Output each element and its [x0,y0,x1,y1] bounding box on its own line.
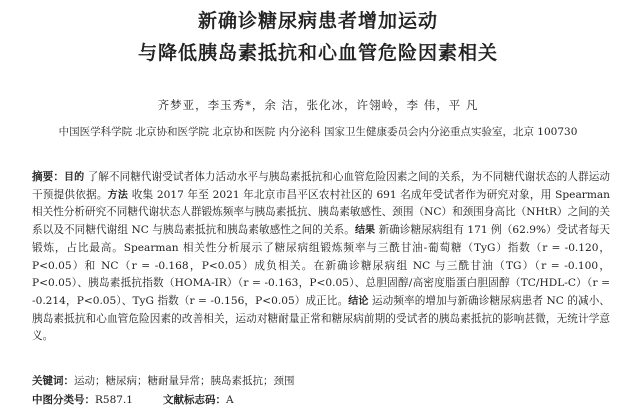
clc-label: 中图分类号： [32,394,95,406]
results-label: 结果 [354,225,376,237]
keywords-text: 运动；糖尿病；糖耐量异常；胰岛素抵抗；颈围 [74,375,295,387]
clc-value: R587.1 [95,394,133,406]
doc-code-label: 文献标志码： [162,394,226,406]
doc-code-value: A [225,394,234,406]
classification-line [32,392,610,408]
methods-label: 方法 [107,189,129,201]
methods-text: 收集 2017 年至 2021 年北京市昌平区农村社区的 691 名成年受试者作为研究对象，用 Spearman 相关性分析研究不同糖代谢状态人群锻炼频率与胰岛素抵抗、胰岛素敏感性、颈围（NC）和颈围身高比（NHtR）之间的关系以及不同糖代谢组 NC 与胰岛素抵抗和胰岛素敏感性之间的关系。 [32,188,611,237]
results-text: 新确诊糖尿病组有 171 例（62.9%）受试者每天锻炼，占比最高。Spearman 相关性分析展示了糖尿病组锻炼频率与三酰甘油-葡萄糖（TyG）指数（r = -0.120，P<0.05）和 NC（r = -0.168，P<0.05）成负相关。在新确诊糖尿病组 NC 与三酰甘油（TG）（r = -0.100，P<0.05）、胰岛素抵抗指数（HOMA-IR）（r = -0.163，P<0.05）、总胆固醇/高密度脂蛋白胆固醇（TC/HDL-C）（r = -0.214，P<0.05）、TyG 指数（r = -0.156，P<0.05）成正比。 [32,224,611,307]
paper-title-line-1: 新确诊糖尿病患者增加运动 [197,10,438,32]
objective-label: 目的 [64,172,85,183]
keywords [32,373,610,389]
keywords-label: 关键词： [32,375,74,387]
affiliation: 中国医学科学院 北京协和医学院 北京协和医院 内分泌科 国家卫生健康委员会内分泌重点实验室，北京 100730 [58,126,578,138]
abstract [32,169,610,346]
paper-title-line-2: 与降低胰岛素抵抗和心血管危险因素相关 [137,42,498,64]
objective-text: 了解不同糖代谢受试者体力活动水平与胰岛素抵抗和心血管危险因素之间的关系，为不同糖代谢状态的人群运动干预提供依据。 [32,171,611,201]
conclusion-label: 结论 [348,295,369,307]
abstract-label: 摘要： [32,171,64,183]
author-list: 齐梦亚，李玉秀*，余 洁，张化冰，许翎岭，李 伟，平 凡 [157,98,479,112]
conclusion-text: 运动频率的增加与新确诊糖尿病患者 NC 的减小、胰岛素抵抗和心血管危险因素的改善相关，运动对糖耐量正常和糖尿病前期的受试者的胰岛素抵抗的影响甚微，无统计学意义。 [32,294,610,343]
